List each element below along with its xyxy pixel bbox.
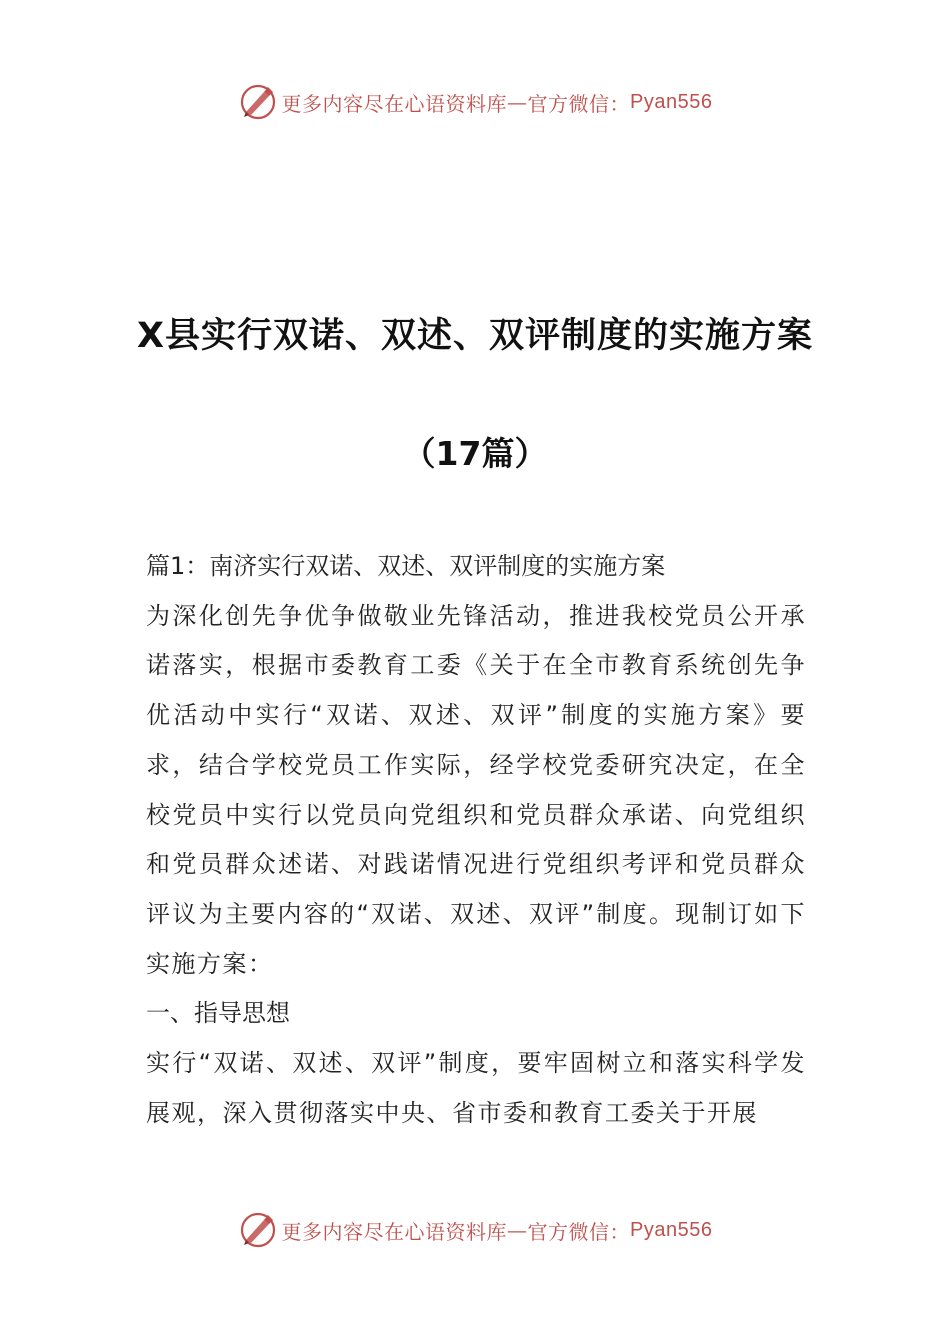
banner-slogan: 更多内容尽在心语资料库 [281,91,508,116]
header-banner [0,80,950,124]
document-title: X县实行双诺、双述、双评制度的实施方案 [137,316,813,356]
article-heading: 篇1：南济实行双诺、双述、双评制度的实施方案 [146,552,666,580]
pen-logo-icon [238,1210,278,1250]
pen-logo-icon [238,82,278,122]
banner-wechat-label: 官方微信： [527,91,631,116]
footer-banner [0,1208,950,1252]
banner-wechat-id: Pyan556 [630,1218,713,1241]
banner-wechat-id: Pyan556 [630,90,713,113]
banner-wechat-label: 官方微信： [527,1219,631,1244]
document-body [146,542,806,1138]
document-subtitle: （17篇） [402,434,548,473]
section-paragraph: 实行“双诺、双述、双评”制度，要牢固树立和落实科学发展观，深入贯彻落实中央、省市委和教育工委关于开展 [146,1049,806,1127]
intro-paragraph: 为深化创先争优争做敬业先锋活动，推进我校党员公开承诺落实，根据市委教育工委《关于在全市教育系统创先争优活动中实行“双诺、双述、双评”制度的实施方案》要求，结合学校党员工作实际，经学校党委研究决定，在全校党员中实行以党员向党组织和党员群众承诺、向党组织和党员群众述诺、对践诺情况进行党组织考评和党员群众评议为主要内容的“双诺、双述、双评”制度。现制订如下实施方案： [146,601,806,978]
banner-dash: — [507,90,528,114]
banner-slogan: 更多内容尽在心语资料库 [281,1219,508,1244]
banner-dash: — [507,1218,528,1242]
section-heading: 一、指导思想 [146,999,290,1028]
